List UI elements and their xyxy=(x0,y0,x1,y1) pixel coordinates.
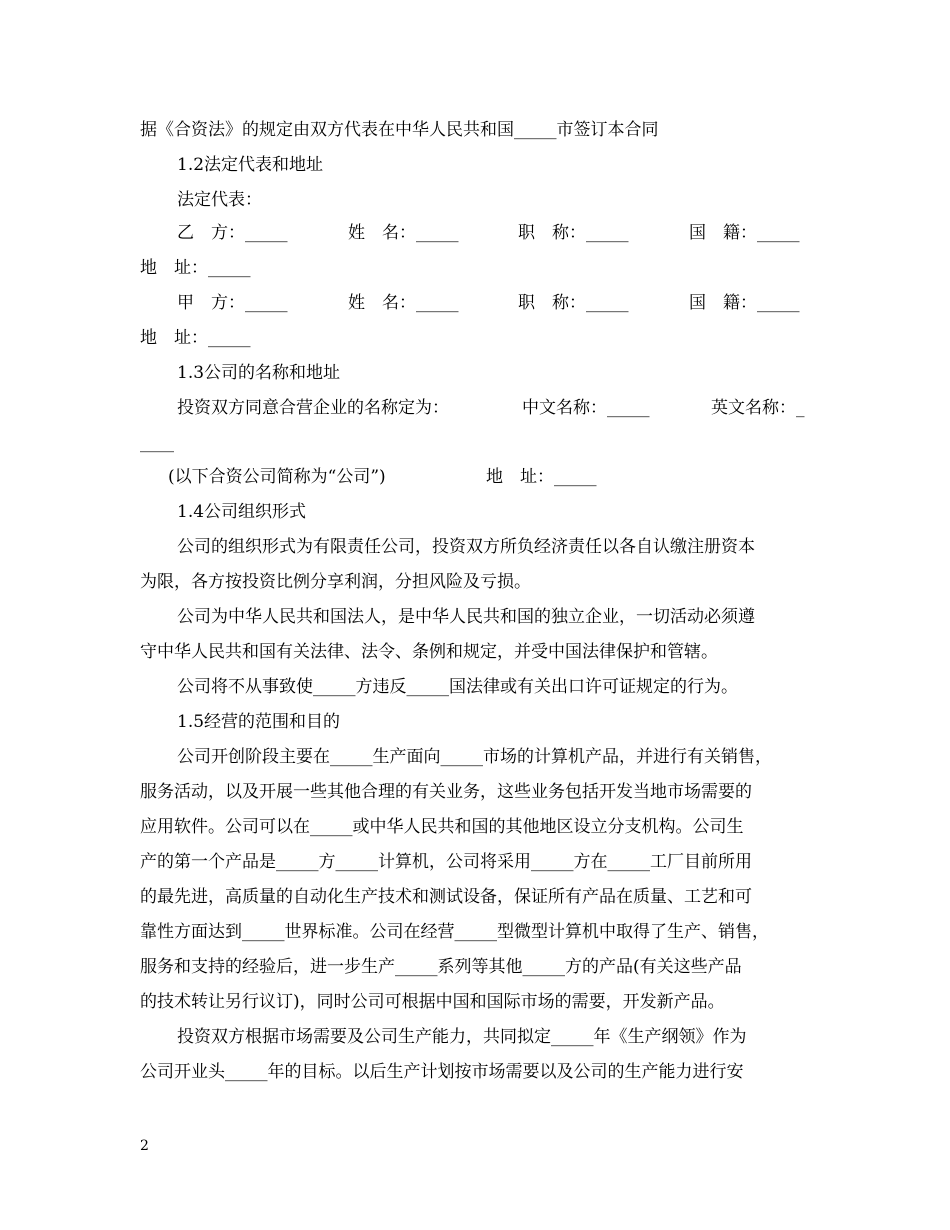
party-a-nationality-field: 国 籍：_____ xyxy=(689,293,800,313)
party-a-title-field: 职 称：_____ xyxy=(518,293,629,313)
paragraph-line: 的技术转让另行议订)，同时公司可根据中国和国际市场的需要，开发新产品。 xyxy=(140,992,725,1012)
paragraph-line: 的最先进，高质量的自动化生产技术和测试设备，保证所有产品在质量、工艺和可 xyxy=(140,887,752,907)
company-address-field: 地 址：_____ xyxy=(486,467,597,487)
party-a-field: 甲 方：_____ xyxy=(177,293,288,313)
body-line: 据《合资法》的规定由双方代表在中华人民共和国_____市签订本合同 xyxy=(140,120,659,140)
section-heading-1-5: 1.5经营的范围和目的 xyxy=(177,712,341,732)
english-name-continuation: ____ xyxy=(140,433,174,453)
english-name-field: 英文名称：_ xyxy=(711,398,805,418)
paragraph-line: 靠性方面达到_____世界标准。公司在经营_____型微型计算机中取得了生产、销售， xyxy=(140,922,769,942)
party-b-title-field: 职 称：_____ xyxy=(518,223,629,243)
section-heading-1-4: 1.4公司组织形式 xyxy=(177,502,307,522)
legal-rep-label: 法定代表： xyxy=(177,190,262,210)
paragraph-line: 服务和支持的经验后，进一步生产_____系列等其他_____方的产品(有关这些产品 xyxy=(140,957,742,977)
party-b-field: 乙 方：_____ xyxy=(177,223,288,243)
party-a-address-field: 地 址：_____ xyxy=(140,328,251,348)
party-b-name-field: 姓 名：_____ xyxy=(348,223,459,243)
paragraph-line: 公司开创阶段主要在_____生产面向_____市场的计算机产品，并进行有关销售， xyxy=(177,747,772,767)
section-heading-1-2: 1.2法定代表和地址 xyxy=(177,155,324,175)
page-number: 2 xyxy=(140,1138,149,1154)
paragraph-line: 公司为中华人民共和国法人，是中华人民共和国的独立企业，一切活动必须遵 xyxy=(177,607,755,627)
paragraph-line: 产的第一个产品是_____方_____计算机，公司将采用_____方在_____工厂目前所用 xyxy=(140,852,752,872)
paragraph-line: 守中华人民共和国有关法律、法令、条例和规定，并受中国法律保护和管辖。 xyxy=(140,642,718,662)
company-name-intro: 投资双方同意合营企业的名称定为： xyxy=(177,398,449,418)
paragraph-line: 公司将不从事致使_____方违反_____国法律或有关出口许可证规定的行为。 xyxy=(177,677,738,697)
party-b-nationality-field: 国 籍：_____ xyxy=(689,223,800,243)
paragraph-line: 投资双方根据市场需要及公司生产能力，共同拟定_____年《生产纲领》作为 xyxy=(177,1027,747,1047)
chinese-name-field: 中文名称：_____ xyxy=(522,398,650,418)
section-heading-1-3: 1.3公司的名称和地址 xyxy=(177,363,341,383)
paragraph-line: 服务活动，以及开展一些其他合理的有关业务，这些业务包括开发当地市场需要的 xyxy=(140,782,752,802)
party-a-name-field: 姓 名：_____ xyxy=(348,293,459,313)
paragraph-line: 为限，各方按投资比例分享利润，分担风险及亏损。 xyxy=(140,572,531,592)
paragraph-line: 公司的组织形式为有限责任公司，投资双方所负经济责任以各自认缴注册资本 xyxy=(177,537,755,557)
company-abbreviation-note: (以下合资公司简称为“公司”) xyxy=(168,467,386,487)
paragraph-line: 应用软件。公司可以在_____或中华人民共和国的其他地区设立分支机构。公司生 xyxy=(140,817,744,837)
party-b-address-field: 地 址：_____ xyxy=(140,258,251,278)
paragraph-line: 公司开业头_____年的目标。以后生产计划按市场需要以及公司的生产能力进行安 xyxy=(140,1062,744,1082)
